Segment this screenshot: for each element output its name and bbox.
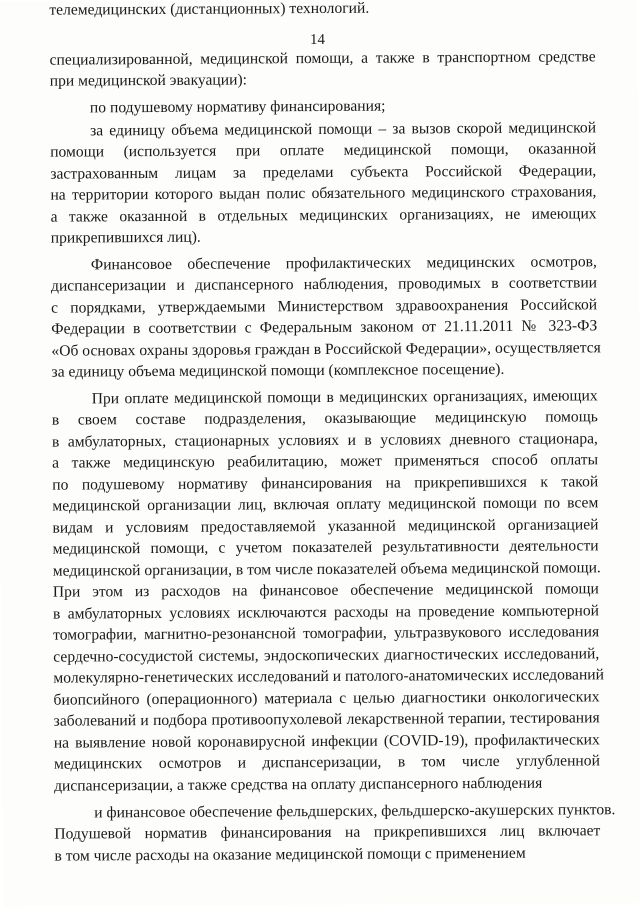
text-line: а также медицинскую реабилитацию, может применяться способ оплаты	[52, 451, 599, 472]
text-line: медицинской организации лиц, включая оплату медицинской помощи по всем	[52, 494, 599, 515]
text-line: томографии, магнитно-резонансной томографии, ультразвукового исследования	[53, 623, 600, 644]
text-line: диспансеризации и диспансерного наблюдения, проводимых в соответствии	[50, 274, 598, 295]
text-line: заболеваний и подбора противоопухолевой лекарственной терапии, тестирования	[53, 709, 600, 730]
text-line: прикрепившихся лиц).	[50, 228, 201, 247]
text-line: «Об основах охраны здоровья граждан в Российской Федерации», осуществляется	[51, 339, 601, 360]
text-line: на территории которого выдан полис обязательного медицинского страхования,	[50, 183, 597, 204]
text-line: помощи (используется при оплате медицинской помощи, оказанной	[50, 140, 597, 161]
text-line: биопсийного (операционного) материала с целью диагностики онкологических	[53, 688, 600, 709]
text-line: в том числе расходы на оказание медицинской помощи с применением	[54, 844, 526, 865]
text-line: в амбулаторных, стационарных условиях и в условиях дневного стационара,	[51, 430, 598, 451]
text-line: При этом из расходов на финансовое обеспечение медицинской помощи	[52, 580, 599, 601]
text-line: по подушевому нормативу финансирования;	[89, 97, 386, 117]
text-line: а также оказанной в отдельных медицинских организациях, не имеющих	[50, 205, 597, 226]
text-line: с порядками, утверждаемыми Министерством здравоохранения Российской	[51, 296, 598, 317]
text-line: медицинских осмотров и диспансеризации, в том числе углубленной	[53, 752, 600, 773]
text-line: застрахованным лицам за пределами субъекта Российской Федерации,	[50, 162, 597, 183]
text-line: телемедицинских (дистанционных) технологий.	[49, 0, 370, 19]
text-line: Федерации в соответствии с Федеральным законом от 21.11.2011 № 323-ФЗ	[51, 317, 598, 338]
page-number: 14	[309, 31, 326, 49]
text-line: при медицинской эвакуации):	[49, 71, 248, 90]
text-line: и финансовое обеспечение фельдшерских, фельдшерско-акушерских пунктов.	[94, 801, 616, 822]
text-line: диспансеризации, а также средства на оплату диспансерного наблюдения	[53, 774, 543, 795]
text-line: медицинской помощи, с учетом показателей результативности деятельности	[52, 537, 599, 558]
text-line: в амбулаторных условиях исключаются расходы на проведение компьютерной	[52, 602, 600, 623]
text-line: Финансовое обеспечение профилактических медицинских осмотров,	[90, 253, 597, 274]
text-line: за единицу объема медицинской помощи (комплексное посещение).	[51, 360, 505, 381]
text-line: специализированной, медицинской помощи, а также в транспортном средстве	[49, 48, 596, 69]
text-line: по подушевому нормативу финансирования на прикрепившихся к такой	[52, 473, 599, 494]
text-line: видам и условиям предоставляемой указанной медицинской организацией	[52, 516, 599, 537]
text-line: за единицу объема медицинской помощи – за вызов скорой медицинской	[89, 119, 597, 140]
text-line: на выявление новой коронавирусной инфекции (COVID-19), профилактических	[53, 731, 600, 752]
text-line: сердечно-сосудистой системы, эндоскопических диагностических исследований,	[53, 645, 600, 666]
text-line: Подушевой норматив финансирования на прикрепившихся лиц включает	[54, 822, 601, 843]
text-line: молекулярно-генетических исследований и патолого-анатомических исследований	[53, 666, 605, 687]
text-line: в своем составе подразделения, оказывающие медицинскую помощь	[51, 408, 598, 429]
text-line: При оплате медицинской помощи в медицинских организациях, имеющих	[91, 387, 598, 408]
text-line: медицинской организации, в том числе показателей объема медицинской помощи.	[52, 559, 601, 580]
